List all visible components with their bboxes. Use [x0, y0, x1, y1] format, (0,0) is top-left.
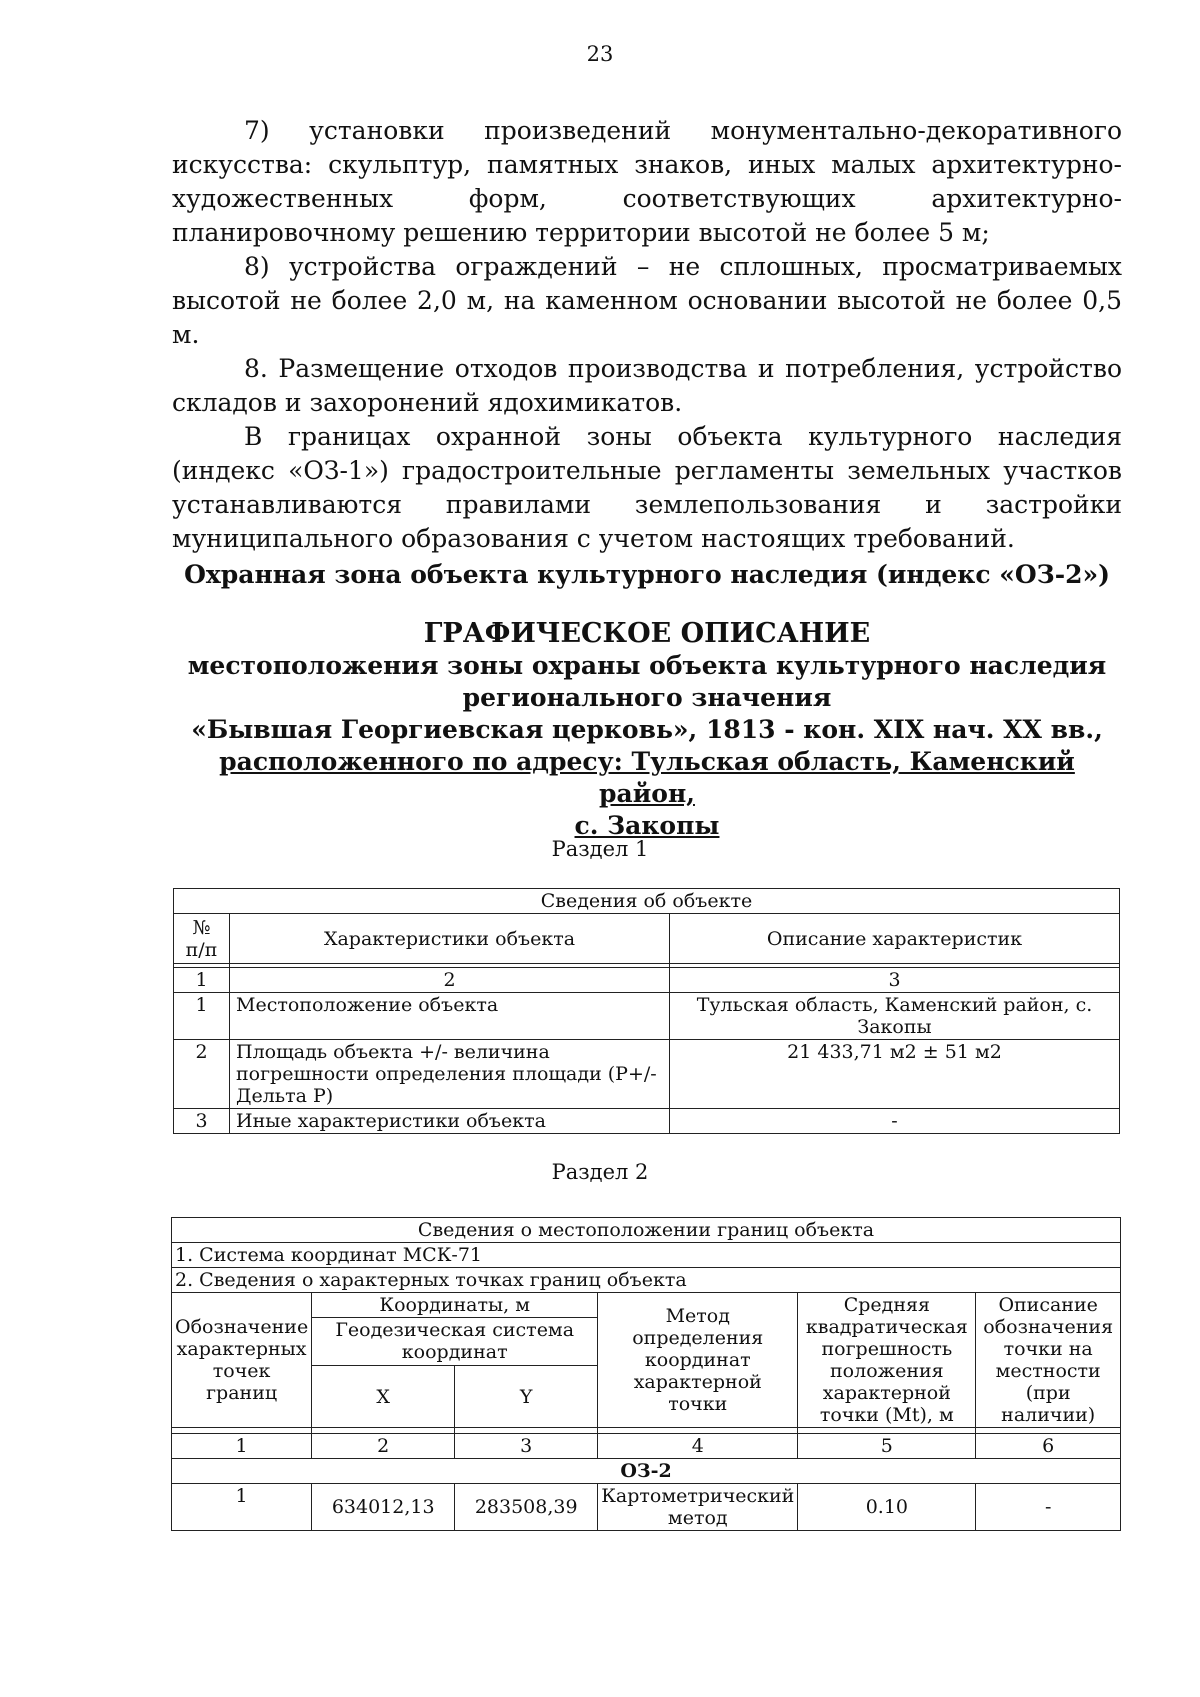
col-number: 4	[598, 1434, 798, 1459]
paragraph-point-8: 8. Размещение отходов производства и потребления, устройство складов и захоронений ядохимикатов.	[172, 354, 1122, 417]
header-description: Описание характеристик	[670, 914, 1120, 964]
section1-label: Раздел 1	[551, 837, 649, 861]
page-number: 23	[586, 42, 614, 66]
table-row	[174, 1040, 1120, 1109]
col-number: 1	[174, 968, 230, 993]
col-number: 6	[976, 1434, 1121, 1459]
header-num: № п/п	[174, 914, 230, 964]
graphic-title-line1: местоположения зоны охраны объекта культурного наследия	[187, 651, 1107, 680]
section2-label: Раздел 2	[551, 1160, 649, 1184]
paragraph-oz1-regulations: В границах охранной зоны объекта культурного наследия (индекс «ОЗ-1») градостроительные регламенты земельных участков устанавливаются правилами землепользования и застройки муниципального образования с учетом настоящих требований.	[172, 422, 1122, 553]
header-geodetic: Геодезическая система координат	[312, 1318, 598, 1366]
row-num: 3	[174, 1109, 230, 1134]
table-title: Сведения об объекте	[174, 889, 1120, 914]
header-designation: Обозначение характерных точек границ	[172, 1293, 312, 1428]
zone-label: ОЗ-2	[172, 1459, 1121, 1484]
row-name: Площадь объекта +/- величина погрешности определения площади (P+/- Дельта P)	[230, 1040, 670, 1109]
col-number: 3	[455, 1434, 598, 1459]
header-point-description: Описание обозначения точки на местности (при наличии)	[976, 1293, 1121, 1428]
coord-system: 1. Система координат МСК-71	[172, 1243, 1121, 1268]
row-y: 283508,39	[455, 1484, 598, 1531]
zone-heading: Охранная зона объекта культурного наследия (индекс «ОЗ-2»)	[184, 560, 1110, 589]
graphic-title-line4: расположенного по адресу: Тульская область, Каменский район,	[219, 747, 1075, 808]
col-number: 3	[670, 968, 1120, 993]
table-title: Сведения о местоположении границ объекта	[172, 1218, 1121, 1243]
header-coords: Координаты, м	[312, 1293, 598, 1318]
row-value: -	[670, 1109, 1120, 1134]
points-title: 2. Сведения о характерных точках границ объекта	[172, 1268, 1121, 1293]
row-description: -	[976, 1484, 1121, 1531]
row-x: 634012,13	[312, 1484, 455, 1531]
row-name: Местоположение объекта	[230, 993, 670, 1040]
row-num: 2	[174, 1040, 230, 1109]
row-value: Тульская область, Каменский район, с. Закопы	[670, 993, 1120, 1040]
col-number: 1	[172, 1434, 312, 1459]
table-row	[174, 1109, 1120, 1134]
row-name: Иные характеристики объекта	[230, 1109, 670, 1134]
row-point: 1	[172, 1484, 312, 1531]
graphic-title	[172, 618, 1122, 842]
graphic-title-main: ГРАФИЧЕСКОЕ ОПИСАНИЕ	[423, 618, 871, 649]
col-number: 2	[312, 1434, 455, 1459]
graphic-title-line3: «Бывшая Георгиевская церковь», 1813 - кон. XIX нач. XX вв.,	[191, 715, 1103, 744]
graphic-title-line2: регионального значения	[462, 683, 832, 712]
col-number: 2	[230, 968, 670, 993]
col-number: 5	[798, 1434, 976, 1459]
row-error: 0.10	[798, 1484, 976, 1531]
header-characteristics: Характеристики объекта	[230, 914, 670, 964]
table-row	[174, 993, 1120, 1040]
header-method: Метод определения координат характерной точки	[598, 1293, 798, 1428]
paragraph-item-8: 8) устройства ограждений – не сплошных, просматриваемых высотой не более 2,0 м, на каменном основании высотой не более 0,5 м.	[172, 252, 1122, 349]
graphic-title-line5: с. Закопы	[574, 811, 720, 840]
table-row	[172, 1484, 1121, 1531]
body-text	[172, 114, 1122, 556]
header-y: Y	[455, 1366, 598, 1428]
header-error: Средняя квадратическая погрешность положения характерной точки (Mt), м	[798, 1293, 976, 1428]
row-method: Картометрический метод	[598, 1484, 798, 1531]
row-value: 21 433,71 м2 ± 51 м2	[670, 1040, 1120, 1109]
paragraph-item-7: 7) установки произведений монументально-декоративного искусства: скульптур, памятных знаков, иных малых архитектурно-художественных форм, соответствующих архитектурно-планировочному решению территории высотой не более 5 м;	[172, 116, 1122, 247]
row-num: 1	[174, 993, 230, 1040]
object-info-table	[173, 888, 1120, 1134]
header-x: X	[312, 1366, 455, 1428]
boundaries-table	[171, 1217, 1121, 1531]
